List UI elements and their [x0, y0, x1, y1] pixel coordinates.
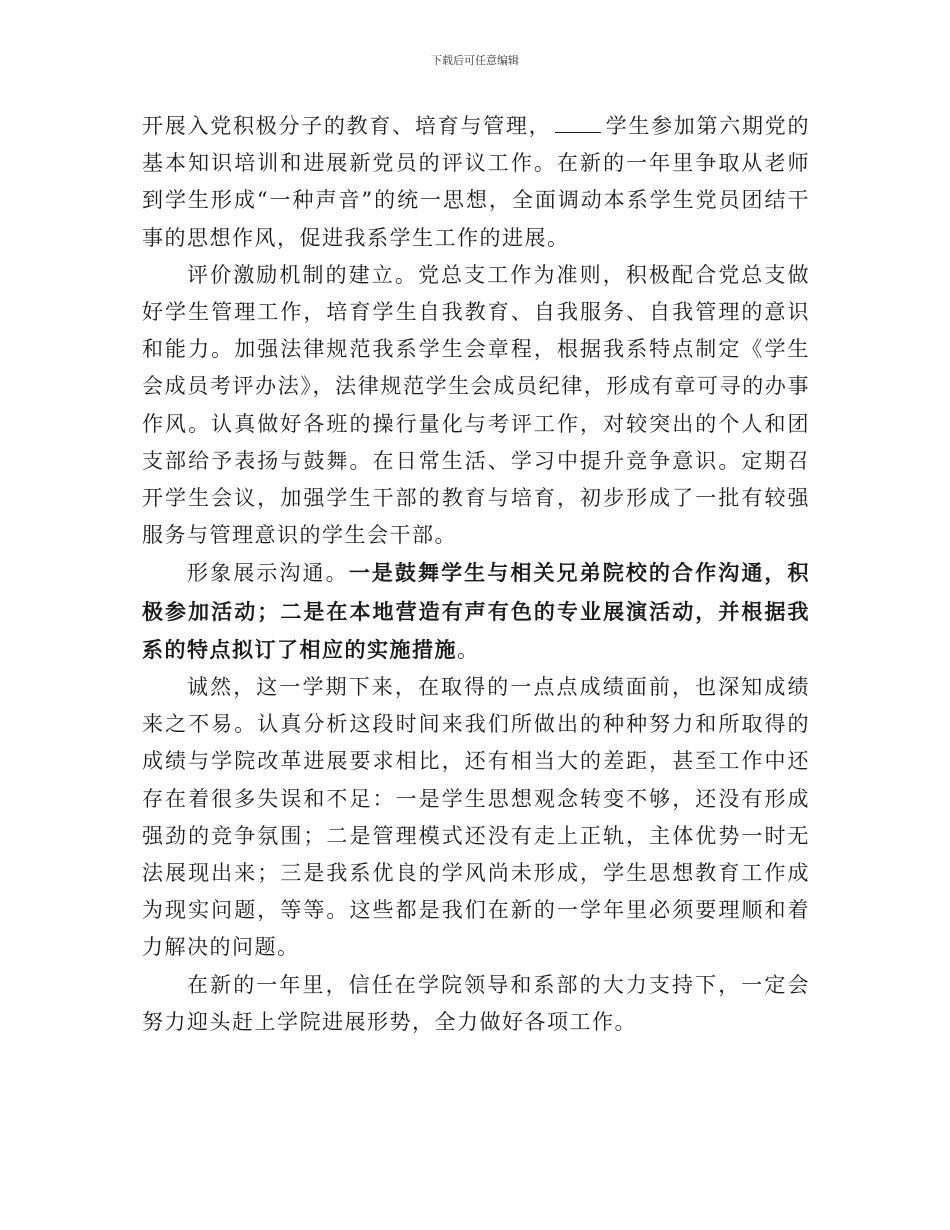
paragraph-3 — [142, 554, 810, 669]
paragraph-1-text-end: 学生参加第六期党的基本知识培训和进展新党员的评议工作。在新的一年里争取从老师到学生形成“一种声音”的统一思想，全面调动本系学生党员团结干事的思想作风，促进我系学生工作的进展。 — [142, 114, 811, 250]
paragraph-3-tail: 。 — [457, 637, 480, 662]
paragraph-2: 评价激励机制的建立。党总支工作为准则，积极配合党总支做好学生管理工作，培育学生自我教育、自我服务、自我管理的意识和能力。加强法律规范我系学生会章程，根据我系特点制定《学生会成员考评办法》，法律规范学生会成员纪律，形成有章可寻的办事作风。认真做好各班的操行量化与考评工作，对较突出的个人和团支部给予表扬与鼓舞。在日常生活、学习中提升竞争意识。定期召开学生会议，加强学生干部的教育与培育，初步形成了一批有较强服务与管理意识的学生会干部。 — [142, 262, 810, 548]
paragraph-5: 在新的一年里，信任在学院领导和系部的大力支持下，一定会努力迎头赶上学院进展形势，全力做好各项工作。 — [142, 972, 810, 1034]
paragraph-1-text-start: 开展入党积极分子的教育、培育与管理， — [142, 114, 552, 138]
paragraph-4: 诚然，这一学期下来，在取得的一点点成绩面前，也深知成绩来之不易。认真分析这段时间来我们所做出的种种努力和所取得的成绩与学院改革进展要求相比，还有相当大的差距，甚至工作中还存在着很多失误和不足：一是学生思想观念转变不够，还没有形成强劲的竞争氛围；二是管理模式还没有走上正轨，主体优势一时无法展现出来；三是我系优良的学风尚未形成，学生思想教育工作成为现实问题，等等。这些都是我们在新的一学年里必须要理顺和着力解决的问题。 — [142, 675, 810, 960]
paragraph-3-bold-text: 一是鼓舞学生与相关兄弟院校的合作沟通，积极参加活动；二是在本地营造有声有色的专业展演活动，并根据我系的特点拟订了相应的实施措施 — [142, 560, 811, 662]
paragraph-3-lead: 形象展示沟通。 — [187, 561, 349, 586]
paragraph-1 — [142, 108, 810, 257]
fill-in-blank — [555, 112, 601, 133]
page-header: 下载后可任意编辑 — [431, 54, 519, 67]
document-body — [142, 108, 810, 1041]
